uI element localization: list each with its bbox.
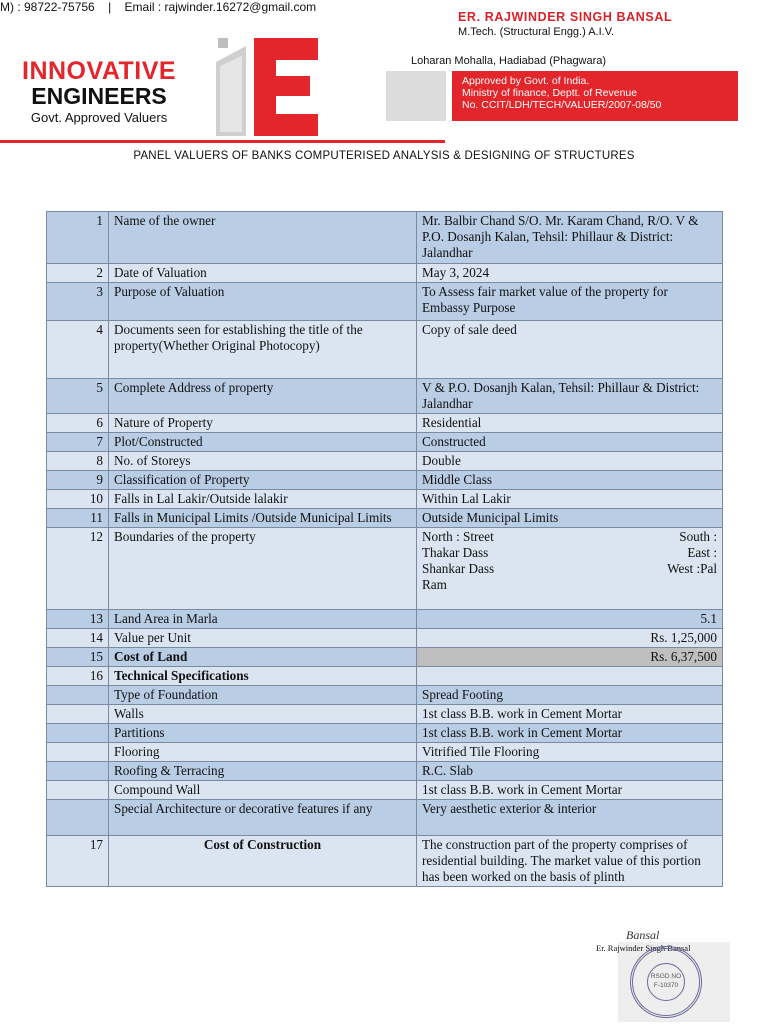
contact-phone: M) : 98722-75756 <box>0 0 95 14</box>
row-value: The construction part of the property comprises of residential building. The market value of this portion has been worked on the basis of plinth <box>417 836 723 887</box>
row-number: 17 <box>47 836 109 887</box>
table-row <box>47 264 723 283</box>
boundary-south: South : <box>679 529 717 544</box>
table-row <box>47 629 723 648</box>
row-number: 1 <box>47 212 109 264</box>
stamp-inner: RSGD.NO F-10370 <box>647 963 685 1001</box>
row-label: Complete Address of property <box>109 379 417 414</box>
approval-line-3: No. CCIT/LDH/TECH/VALUER/2007-08/50 <box>462 99 662 111</box>
row-label: Cost of Land <box>109 648 417 667</box>
valuation-table <box>46 211 723 887</box>
table-row <box>47 414 723 433</box>
row-value: Rs. 1,25,000 <box>417 629 723 648</box>
row-number: 9 <box>47 471 109 490</box>
row-number <box>47 686 109 705</box>
row-number: 5 <box>47 379 109 414</box>
approval-box <box>452 71 738 121</box>
row-number <box>47 724 109 743</box>
row-value: Within Lal Lakir <box>417 490 723 509</box>
row-label: Nature of Property <box>109 414 417 433</box>
table-row <box>47 762 723 781</box>
boundary-west-value: Ram <box>422 577 447 592</box>
header-grey-block <box>386 71 446 121</box>
row-value: Mr. Balbir Chand S/O. Mr. Karam Chand, R/O. V & P.O. Dosanjh Kalan, Tehsil: Phillaur & District: Jalandhar <box>417 212 723 264</box>
row-number: 13 <box>47 610 109 629</box>
table-row <box>47 743 723 762</box>
row-value: Very aesthetic exterior & interior <box>417 800 723 836</box>
table-row <box>47 452 723 471</box>
table-row <box>47 321 723 379</box>
boundary-east-name: Thakar Dass <box>422 545 489 560</box>
row-label: Type of Foundation <box>109 686 417 705</box>
row-value: Constructed <box>417 433 723 452</box>
row-label: Land Area in Marla <box>109 610 417 629</box>
row-value: 1st class B.B. work in Cement Mortar <box>417 705 723 724</box>
row-value: Copy of sale deed <box>417 321 723 379</box>
row-label: Boundaries of the property <box>109 528 417 610</box>
row-value: Outside Municipal Limits <box>417 509 723 528</box>
table-row <box>47 800 723 836</box>
row-label: Name of the owner <box>109 212 417 264</box>
row-number: 12 <box>47 528 109 610</box>
row-number: 2 <box>47 264 109 283</box>
row-label: Falls in Municipal Limits /Outside Municipal Limits <box>109 509 417 528</box>
boundaries-grid <box>422 529 717 593</box>
tagline: PANEL VALUERS OF BANKS COMPUTERISED ANALYSIS & DESIGNING OF STRUCTURES <box>133 150 635 162</box>
contact-separator: | <box>108 0 112 14</box>
table-row <box>47 283 723 321</box>
engineer-qualification: M.Tech. (Structural Engg.) A.I.V. <box>458 26 615 38</box>
ie-logo-icon <box>212 32 322 138</box>
row-label: Compound Wall <box>109 781 417 800</box>
row-value: V & P.O. Dosanjh Kalan, Tehsil: Phillaur & District: Jalandhar <box>417 379 723 414</box>
row-value: R.C. Slab <box>417 762 723 781</box>
row-value: May 3, 2024 <box>417 264 723 283</box>
table-row <box>47 836 723 887</box>
row-label: Cost of Construction <box>109 836 417 887</box>
row-label: Roofing & Terracing <box>109 762 417 781</box>
row-label: Classification of Property <box>109 471 417 490</box>
row-value: Vitrified Tile Flooring <box>417 743 723 762</box>
header-divider <box>0 140 445 143</box>
row-number <box>47 762 109 781</box>
table-row <box>47 724 723 743</box>
row-label: Special Architecture or decorative features if any <box>109 800 417 836</box>
table-row <box>47 648 723 667</box>
row-value: Middle Class <box>417 471 723 490</box>
row-number: 8 <box>47 452 109 471</box>
row-label: Flooring <box>109 743 417 762</box>
valuer-stamp-icon <box>630 946 702 1018</box>
row-number: 3 <box>47 283 109 321</box>
table-row <box>47 212 723 264</box>
row-number <box>47 800 109 836</box>
row-number: 7 <box>47 433 109 452</box>
approval-line-2: Ministry of finance, Deptt. of Revenue <box>462 87 638 99</box>
engineer-block <box>458 10 672 38</box>
row-label: Partitions <box>109 724 417 743</box>
row-label: No. of Storeys <box>109 452 417 471</box>
office-address: Loharan Mohalla, Hadiabad (Phagwara) <box>411 55 607 67</box>
table-row <box>47 490 723 509</box>
row-value: 1st class B.B. work in Cement Mortar <box>417 781 723 800</box>
table-row <box>47 705 723 724</box>
row-value: Rs. 6,37,500 <box>417 648 723 667</box>
row-value: 5.1 <box>417 610 723 629</box>
row-value: Double <box>417 452 723 471</box>
row-value: To Assess fair market value of the property for Embassy Purpose <box>417 283 723 321</box>
row-label: Plot/Constructed <box>109 433 417 452</box>
table-row <box>47 433 723 452</box>
row-number <box>47 781 109 800</box>
brand-line-innovative: INNOVATIVE <box>22 57 177 85</box>
table-row <box>47 528 723 610</box>
row-number: 15 <box>47 648 109 667</box>
row-label: Purpose of Valuation <box>109 283 417 321</box>
table-row <box>47 509 723 528</box>
approval-line-1: Approved by Govt. of India. <box>462 75 590 87</box>
contact-line <box>0 0 316 14</box>
boundary-west: West :Pal <box>667 561 717 576</box>
engineer-name: ER. RAJWINDER SINGH BANSAL <box>458 10 673 24</box>
brand-line-engineers: ENGINEERS <box>31 83 167 109</box>
row-label: Technical Specifications <box>109 667 417 686</box>
table-row <box>47 686 723 705</box>
row-value: 1st class B.B. work in Cement Mortar <box>417 724 723 743</box>
row-label: Walls <box>109 705 417 724</box>
row-value <box>417 667 723 686</box>
contact-email: Email : rajwinder.16272@gmail.com <box>124 0 317 14</box>
row-value: Residential <box>417 414 723 433</box>
boundary-north: North : Street <box>422 529 494 544</box>
table-row <box>47 781 723 800</box>
row-label: Documents seen for establishing the title of the property(Whether Original Photocopy) <box>109 321 417 379</box>
row-number <box>47 743 109 762</box>
brand-line-valuers: Govt. Approved Valuers <box>30 110 168 125</box>
row-number: 11 <box>47 509 109 528</box>
row-label: Falls in Lal Lakir/Outside lalakir <box>109 490 417 509</box>
row-label: Value per Unit <box>109 629 417 648</box>
table-row <box>47 379 723 414</box>
row-number: 6 <box>47 414 109 433</box>
signature-scrawl: Bansal <box>626 928 660 942</box>
row-value: Spread Footing <box>417 686 723 705</box>
boundary-east: East : <box>687 545 717 560</box>
row-number <box>47 705 109 724</box>
row-number: 16 <box>47 667 109 686</box>
row-label: Date of Valuation <box>109 264 417 283</box>
table-row <box>47 667 723 686</box>
row-number: 4 <box>47 321 109 379</box>
table-row <box>47 610 723 629</box>
table-row <box>47 471 723 490</box>
row-number: 10 <box>47 490 109 509</box>
row-number: 14 <box>47 629 109 648</box>
signatory-name: Er. Rajwinder Singh Bansal <box>596 943 691 953</box>
brand-block <box>22 58 176 125</box>
row-value <box>417 528 723 610</box>
boundary-west-name: Shankar Dass <box>422 561 495 576</box>
